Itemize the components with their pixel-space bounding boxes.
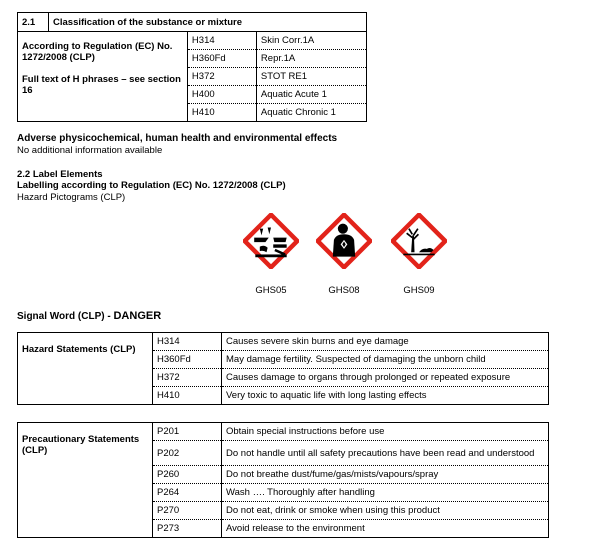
environment-icon (391, 213, 447, 269)
pictogram-code: GHS08 (328, 285, 360, 296)
classification-code: H314 (187, 32, 256, 50)
classification-code: H400 (187, 86, 256, 104)
label-elements-subheading: Labelling according to Regulation (EC) No. 1272/2008 (CLP) (17, 180, 286, 191)
pictogram-code: GHS05 (255, 285, 287, 296)
classification-code: H410 (187, 104, 256, 122)
health-hazard-icon (316, 213, 372, 269)
adverse-heading: Adverse physicochemical, human health and environmental effects (17, 133, 338, 144)
precautionary-code: P273 (153, 520, 222, 538)
fulltext-label: Full text of H phrases – see section 16 (18, 68, 188, 122)
precautionary-code: P260 (153, 466, 222, 484)
signal-word-label: Signal Word (CLP) - (17, 311, 114, 322)
signal-word-value: DANGER (113, 310, 162, 322)
classification-class: Aquatic Acute 1 (256, 86, 366, 104)
precautionary-statements-label: Precautionary Statements (CLP) (18, 423, 153, 538)
signal-word (17, 310, 161, 322)
precautionary-code: P202 (153, 441, 222, 466)
adverse-text: No additional information available (17, 145, 163, 156)
precautionary-text: Wash …. Thoroughly after handling (222, 484, 549, 502)
precautionary-statements-table (17, 422, 549, 538)
classification-class: Repr.1A (256, 50, 366, 68)
hazard-text: Causes damage to organs through prolonged or repeated exposure (222, 369, 549, 387)
regulation-label: According to Regulation (EC) No. 1272/2008 (CLP) (18, 32, 188, 68)
precautionary-text: Do not breathe dust/fume/gas/mists/vapours/spray (222, 466, 549, 484)
hazard-code: H410 (153, 387, 222, 405)
hazard-text: Very toxic to aquatic life with long lasting effects (226, 390, 427, 401)
classification-class: STOT RE1 (256, 68, 366, 86)
precautionary-code: P270 (153, 502, 222, 520)
hazard-text: May damage fertility. Suspected of damaging the unborn child (222, 351, 549, 369)
precautionary-text: Avoid release to the environment (226, 523, 365, 534)
precautionary-code: P201 (153, 423, 222, 441)
hazard-statements-table (17, 332, 549, 405)
hazard-text: Causes severe skin burns and eye damage (222, 333, 549, 351)
hazard-code: H372 (153, 369, 222, 387)
classification-class: Skin Corr.1A (256, 32, 366, 50)
hazard-code: H360Fd (153, 351, 222, 369)
corrosion-icon (243, 213, 299, 269)
precautionary-code: P264 (153, 484, 222, 502)
precautionary-text: Do not eat, drink or smoke when using this product (222, 502, 549, 520)
classification-class: Aquatic Chronic 1 (260, 107, 336, 118)
precautionary-text: Obtain special instructions before use (222, 423, 549, 441)
classification-code: H372 (187, 68, 256, 86)
classification-table (17, 12, 367, 122)
pictogram-code: GHS09 (403, 285, 435, 296)
classification-code: H360Fd (187, 50, 256, 68)
precautionary-text: Do not handle until all safety precautions have been read and understood (222, 441, 549, 466)
label-elements-heading: 2.2 Label Elements (17, 169, 103, 180)
pictograms-label: Hazard Pictograms (CLP) (17, 192, 126, 203)
hazard-statements-label: Hazard Statements (CLP) (18, 333, 153, 405)
hazard-code: H314 (153, 333, 222, 351)
section-number: 2.1 (18, 13, 49, 32)
section-title: Classification of the substance or mixture (49, 13, 367, 32)
